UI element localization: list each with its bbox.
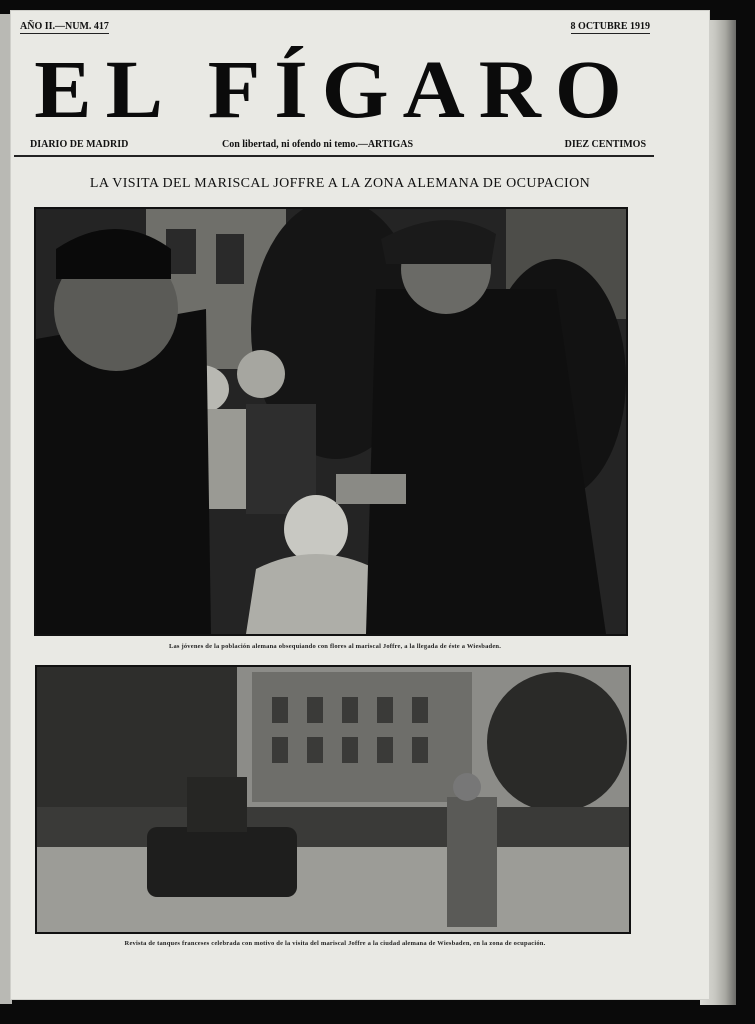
photo-top-illustration bbox=[36, 209, 626, 634]
article-headline: LA VISITA DEL MARISCAL JOFFRE A LA ZONA ALEMANA DE OCUPACION bbox=[89, 176, 591, 191]
subtitle-left: DIARIO DE MADRID bbox=[30, 139, 129, 150]
issue-number: AÑO II.—NUM. 417 bbox=[20, 21, 109, 32]
photo-joffre-greeted bbox=[34, 207, 628, 636]
masthead-rule bbox=[14, 155, 654, 157]
price: DIEZ CENTIMOS bbox=[564, 139, 646, 150]
caption-bottom-photo: Revista de tanques franceses celebrada con motivo de la visita del mariscal Joffre a la ciudad alemana de Wiesbaden, en la zona de ocupación. bbox=[124, 940, 546, 947]
photo-tank-review bbox=[35, 665, 631, 934]
masthead-title: EL FÍGARO bbox=[34, 42, 636, 136]
masthead-subtitle-row bbox=[30, 139, 646, 153]
top-info-row bbox=[20, 21, 650, 37]
caption-top-photo: Las jóvenes de la población alemana obsequiando con flores al mariscal Joffre, a la llegada de éste a Wiesbaden. bbox=[168, 643, 502, 650]
photo-bottom-illustration bbox=[37, 667, 629, 932]
issue-date: 8 OCTUBRE 1919 bbox=[570, 21, 650, 32]
motto: Con libertad, ni ofendo ni temo.—ARTIGAS bbox=[222, 139, 414, 150]
